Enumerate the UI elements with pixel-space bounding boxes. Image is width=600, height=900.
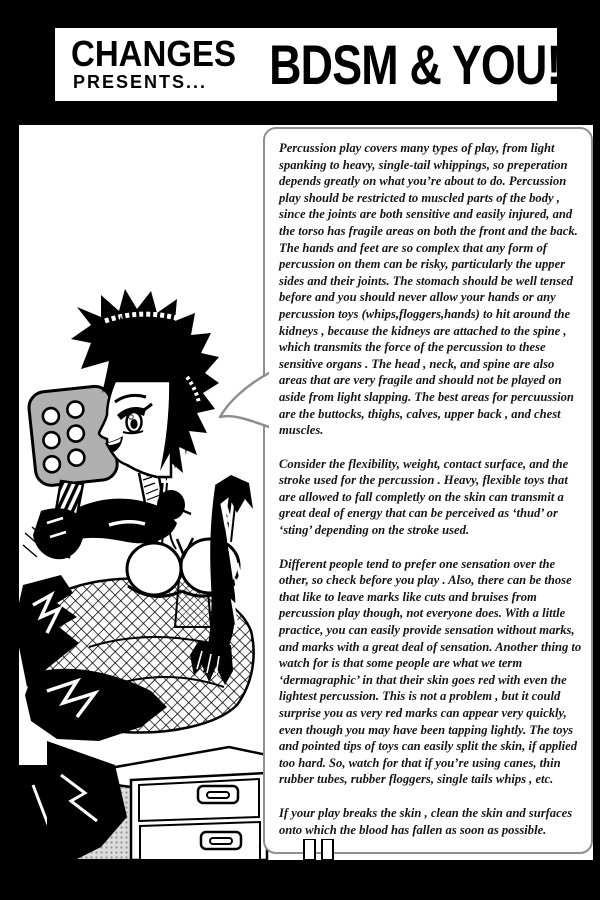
comic-panel xyxy=(19,125,593,860)
speech-bubble xyxy=(263,127,593,854)
bubble-paragraph: If your play breaks the skin , clean the skin and surfaces onto which the blood has fallen as soon as possible. xyxy=(279,805,573,837)
header-brand xyxy=(55,32,237,93)
page-title: BDSM & YOU! xyxy=(269,32,561,96)
bubble-paragraph: Percussion play covers many types of play, from light spanking to heavy, single-tail whippings, so preperation depends greatly on what you’re about to do. Percussion play should be restricted to muscled parts of the body , since the joints are both sensitive and easily injured, and the torso has fragile areas on both the front and the back. The hands and feet are so complex that any form of percussion on them can be risky, particularly the upper sides and their joints. The stomach should be well tensed before and you should never allow your hands or any percussion toys (whips,floggers,hands) to hit around the kidneys , because the kidneys are attached to the spine , which transmits the force of the percussion to these sensitive organs . The head , neck, and spine are also areas that are very fragile and should not be played on aside from light slapping. The best areas for percuussion are the buttocks, thighs, calves, upper back , and chest muscles. xyxy=(279,141,578,438)
bubble-paragraph: Consider the flexibility, weight, contact surface, and the stroke used for the percussion . Heavy, flexible toys that are allowed to fall completly on the skin can transmit a great deal of energy that can be perceived as ‘thud’ or ‘sting’ depending on the stroke used. xyxy=(279,456,569,538)
dresser-legs xyxy=(303,839,339,860)
header-banner xyxy=(55,28,561,101)
series-presents: PRESENTS... xyxy=(73,71,208,92)
bubble-paragraph: Different people tend to prefer one sensation over the other, so check before you play . Also, there can be those that like to leave marks like cuts and bruises from percussion play though, not everyone does. With a little practice, you can easily provide sensation without marks, and marks with a great deal of sensation. Another thing to watch for is that some people are what we term ‘dermagraphic’ in that their skin goes red with even the lightest percussion. This is not a problem , but it could surprise you as very red marks can appear very quickly, even though you may have been tapping lightly. The toys and pointed tips of toys can easily split the skin, if applied too hard. So, watch for that if you’re using canes, thin rubber tubes, rubber floggers, single tails whips , etc. xyxy=(279,556,582,787)
series-title: CHANGES xyxy=(71,32,237,74)
speech-bubble-tail xyxy=(217,367,269,431)
